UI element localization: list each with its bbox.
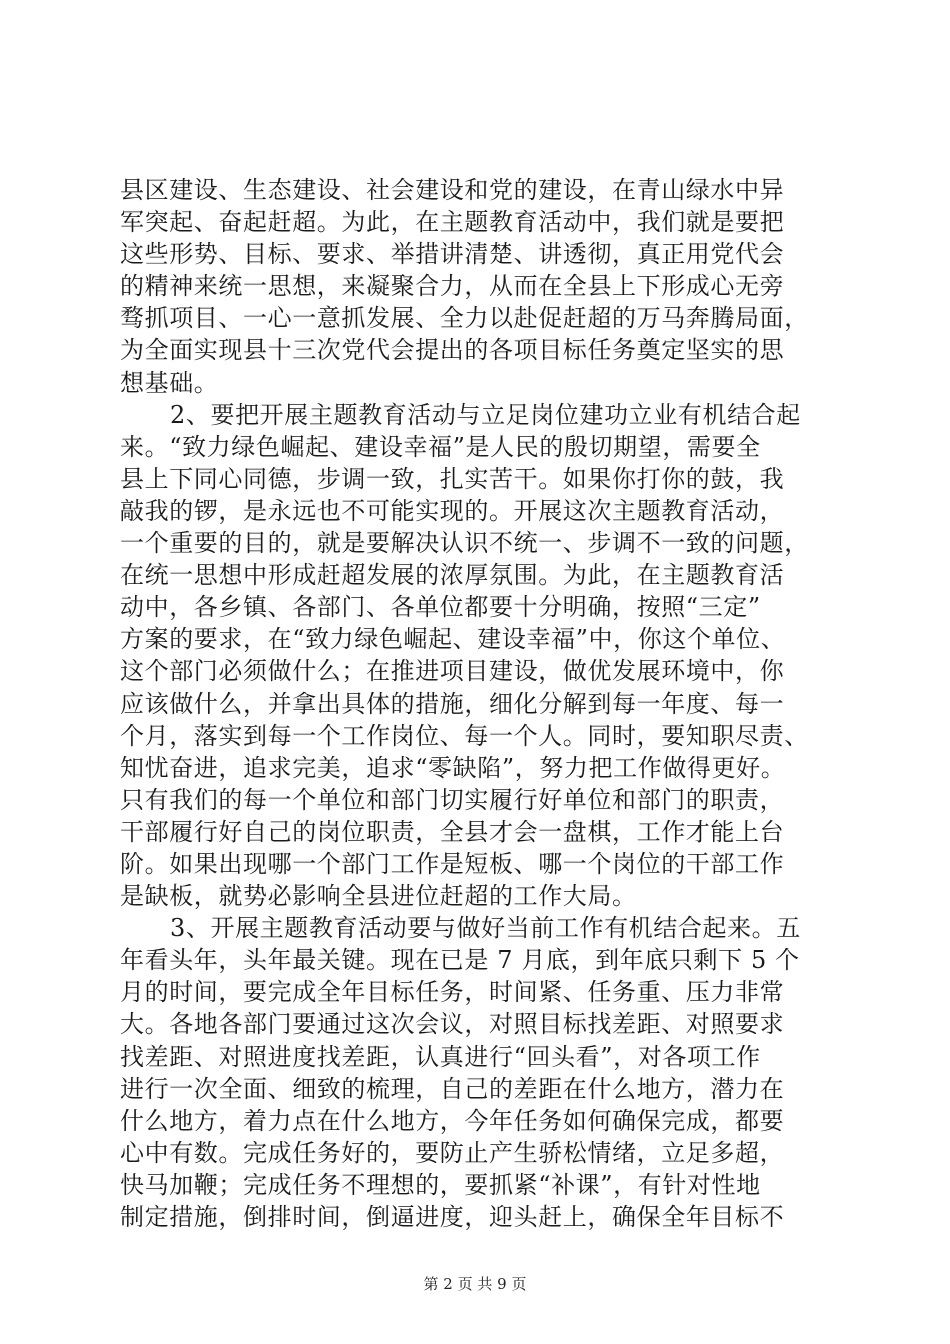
text-line: 来。“致力绿色崛起、建设幸福”是人民的殷切期望，需要全 — [120, 432, 761, 461]
text-line: 找差距、对照进度找差距，认真进行“回头看”，对各项工作 — [120, 1042, 761, 1071]
text-line: 大。各地各部门要通过这次会议，对照目标找差距、对照要求 — [120, 1010, 785, 1039]
text-line: 干部履行好自己的岗位职责，全县才会一盘棋，工作才能上台 — [120, 817, 785, 846]
page-footer: 第 2 页 共 9 页 — [423, 1275, 527, 1293]
text-line: 个月，落实到每一个工作岗位、每一个人。同时，要知职尽责、 — [120, 721, 809, 750]
text-line: 想基础。 — [120, 368, 219, 397]
text-line: 月的时间，要完成全年目标任务，时间紧、任务重、压力非常 — [120, 978, 785, 1007]
text-line: 知忧奋进，追求完美，追求“零缺陷”，努力把工作做得更好。 — [120, 753, 786, 782]
text-line: 年看头年，头年最关键。现在已是 7 月底，到年底只剩下 5 个 — [120, 946, 800, 975]
text-line: 制定措施，倒排时间，倒逼进度，迎头赶上，确保全年目标不 — [120, 1203, 785, 1231]
text-line: 敲我的锣，是永远也不可能实现的。开展这次主题教育活动， — [120, 496, 785, 525]
text-line: 县上下同心同德，步调一致，扎实苦干。如果你打你的鼓，我 — [120, 464, 785, 493]
text-line: 进行一次全面、细致的梳理，自己的差距在什么地方，潜力在 — [120, 1074, 785, 1103]
text-line: 只有我们的每一个单位和部门切实履行好单位和部门的职责， — [120, 785, 785, 814]
text-line: 这些形势、目标、要求、举措讲清楚、讲透彻，真正用党代会 — [120, 240, 785, 269]
text-line: 心中有数。完成任务好的，要防止产生骄松情绪，立足多超， — [120, 1138, 785, 1167]
text-line: 军突起、奋起赶超。为此，在主题教育活动中，我们就是要把 — [120, 208, 785, 237]
text-line: 一个重要的目的，就是要解决认识不统一、步调不一致的问题， — [120, 529, 809, 558]
text-line: 应该做什么，并拿出具体的措施，细化分解到每一年度、每一 — [120, 689, 785, 718]
text-line: 2、要把开展主题教育活动与立足岗位建功立业有机结合起 — [170, 400, 801, 429]
body-text — [120, 174, 840, 1233]
text-line: 什么地方，着力点在什么地方，今年任务如何确保完成，都要 — [120, 1106, 785, 1135]
text-line: 快马加鞭；完成任务不理想的，要抓紧“补课”，有针对性地 — [120, 1170, 761, 1199]
text-line: 3、开展主题教育活动要与做好当前工作有机结合起来。五 — [170, 914, 801, 943]
text-line: 阶。如果出现哪一个部门工作是短板、哪一个岗位的干部工作 — [120, 849, 785, 878]
text-line: 的精神来统一思想，来凝聚合力，从而在全县上下形成心无旁 — [120, 272, 785, 301]
text-line: 在统一思想中形成赶超发展的浓厚氛围。为此，在主题教育活 — [120, 561, 785, 590]
text-line: 为全面实现县十三次党代会提出的各项目标任务奠定坚实的思 — [120, 336, 785, 365]
text-line: 骛抓项目、一心一意抓发展、全力以赴促赶超的万马奔腾局面， — [120, 304, 809, 333]
text-line: 是缺板，就势必影响全县进位赶超的工作大局。 — [120, 882, 637, 911]
text-line: 县区建设、生态建设、社会建设和党的建设，在青山绿水中异 — [120, 176, 785, 204]
text-line: 方案的要求，在“致力绿色崛起、建设幸福”中，你这个单位、 — [120, 625, 786, 654]
text-line: 这个部门必须做什么；在推进项目建设，做优发展环境中，你 — [120, 657, 785, 686]
text-line: 动中，各乡镇、各部门、各单位都要十分明确，按照“三定” — [120, 593, 761, 622]
